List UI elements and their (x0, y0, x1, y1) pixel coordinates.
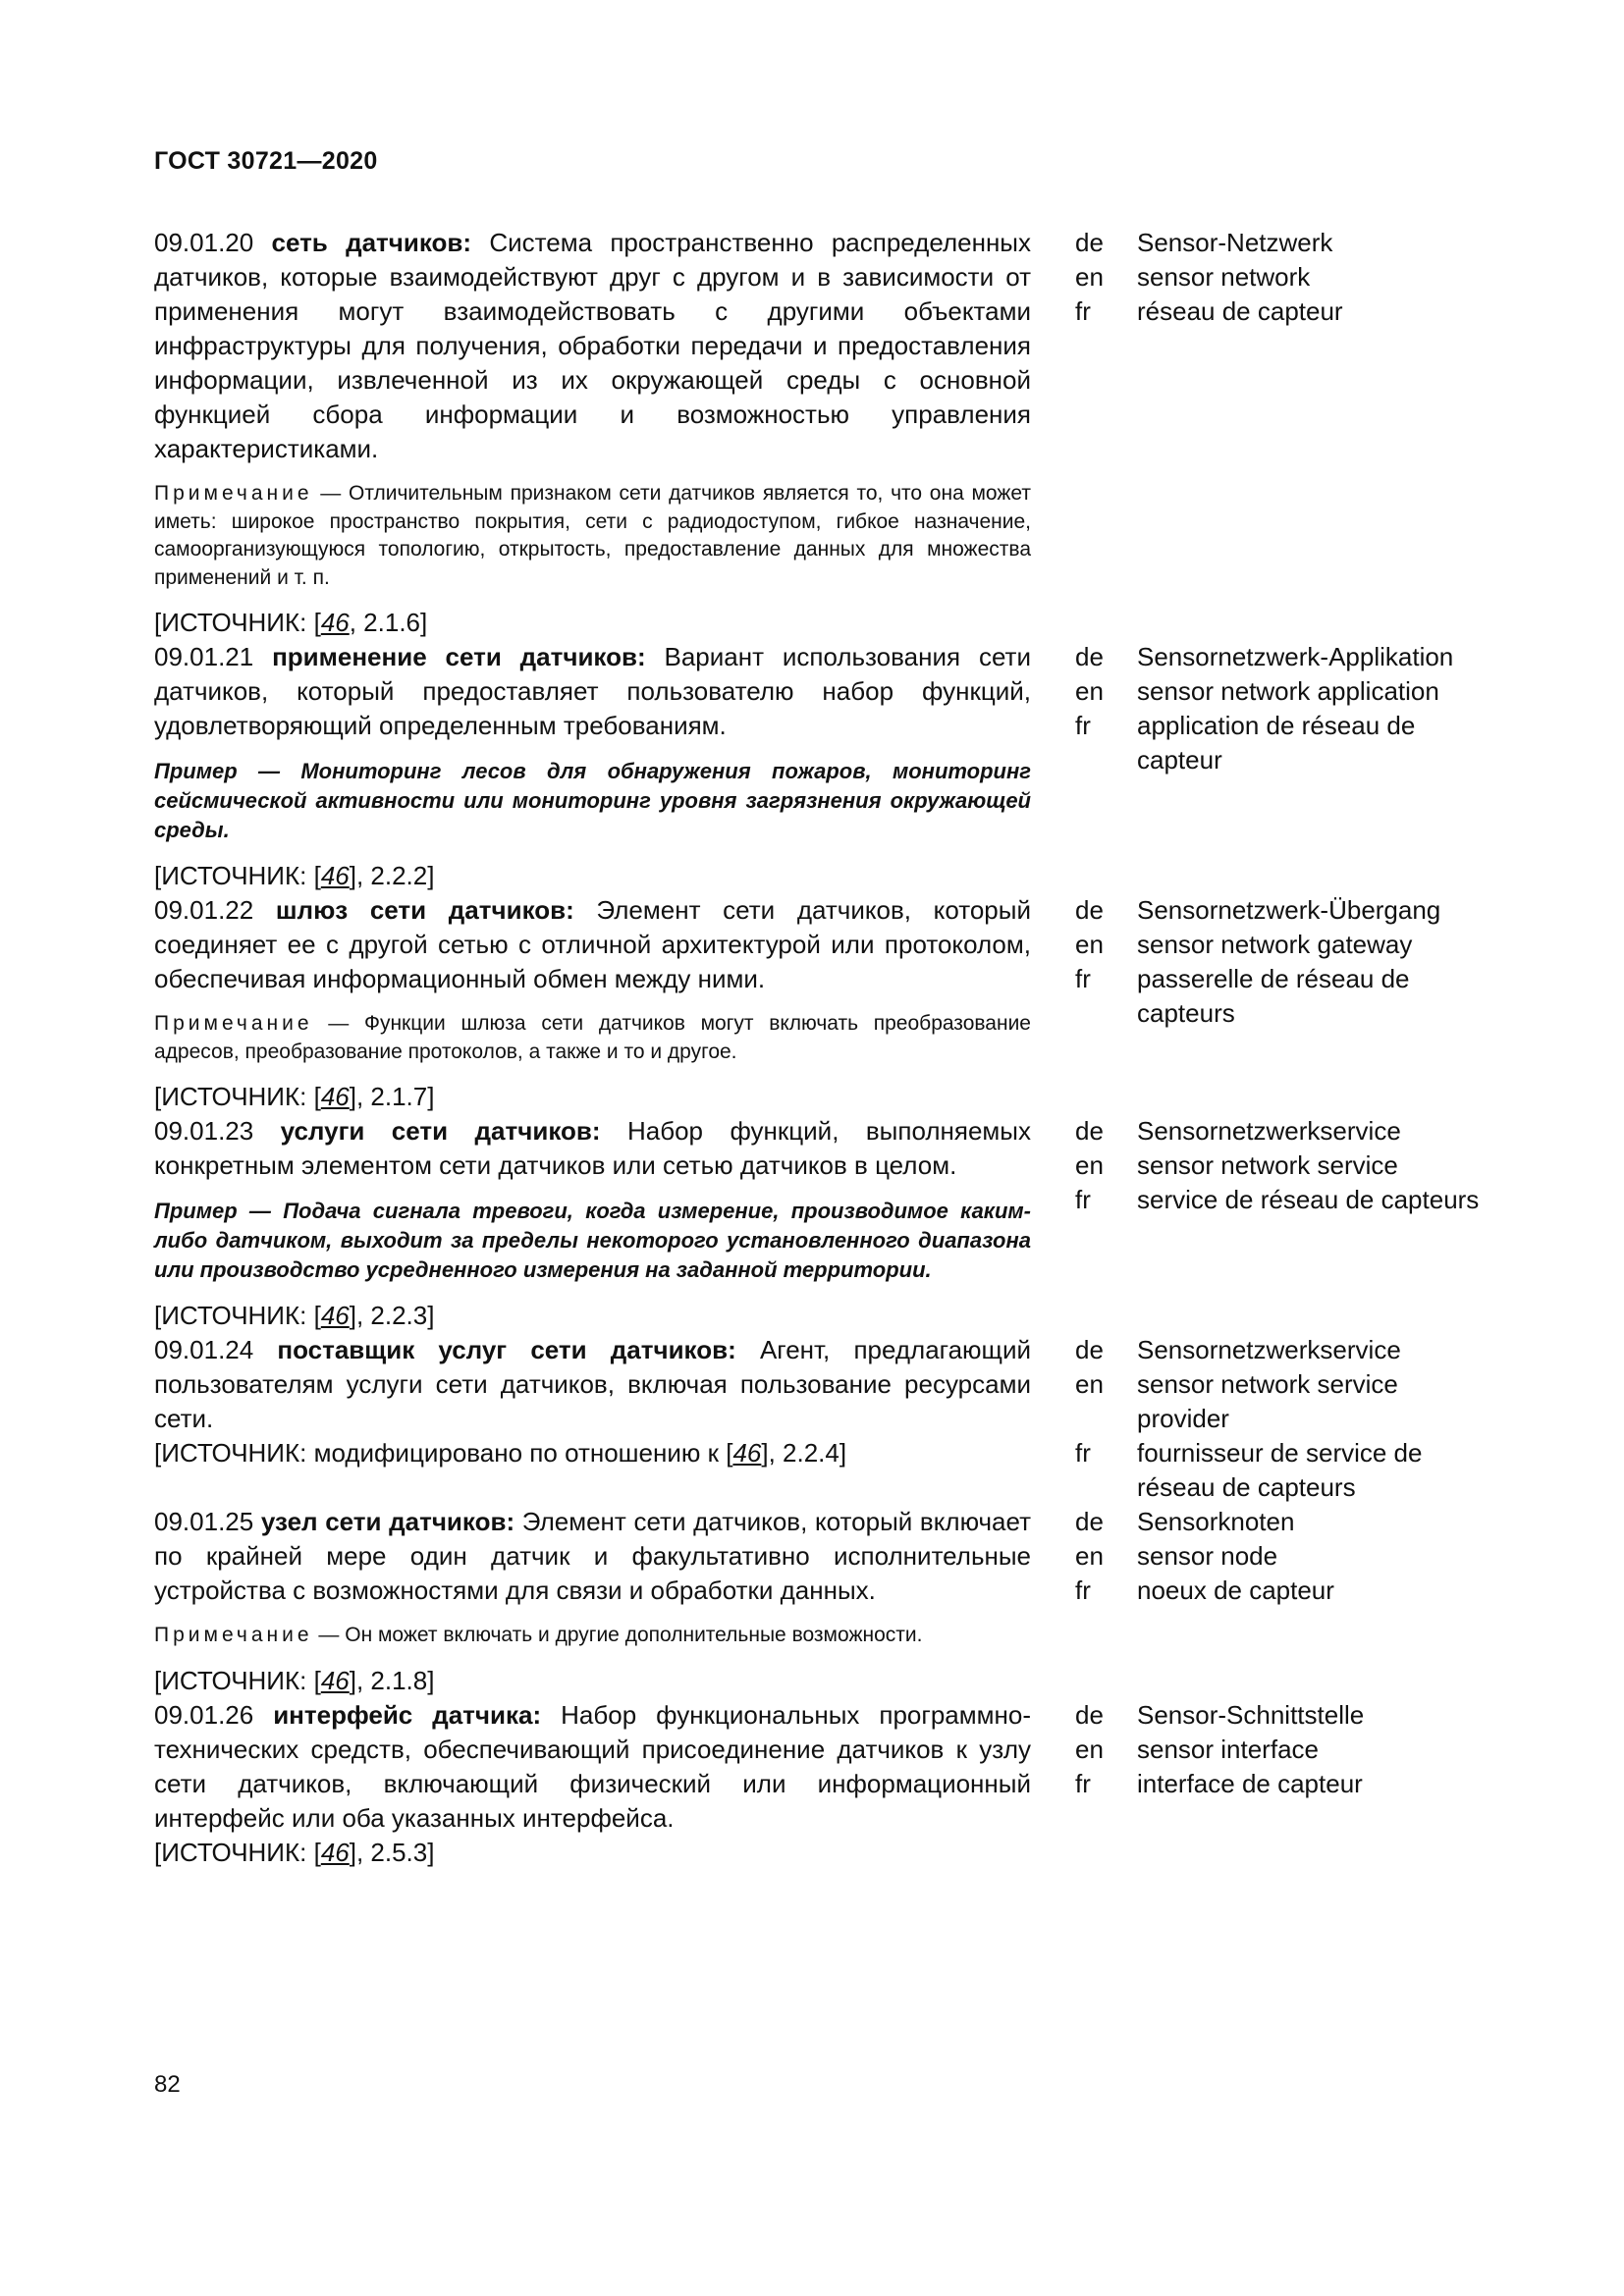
lang-code: de (1075, 642, 1104, 671)
definition-text: Набор функциональных программно-технических средств, обеспечивающий присоединение датчиков к узлу сети датчиков, включающий физический или информационный интерфейс или оба указанных интерфейса. (154, 1699, 1031, 1833)
term-definition (154, 1698, 1031, 1836)
note-label: Примечание (154, 482, 313, 505)
lang-code: de (1075, 895, 1104, 925)
term-definition (154, 1114, 1031, 1183)
term-translations (1075, 893, 1488, 1114)
term-definition-column (154, 1698, 1031, 1870)
lang-term: interface de capteur (1137, 1768, 1363, 1798)
source-reference-link[interactable]: 46 (320, 861, 350, 890)
term-translations (1075, 1333, 1488, 1505)
lang-term: Sensornetzwerk-Übergang (1137, 895, 1441, 925)
definition-text: Вариант использования сети датчиков, который предоставляет пользователю набор функций, удовлетворяющий определенным требованиям. (154, 642, 1031, 740)
translation-fr (1075, 294, 1488, 329)
term-name: поставщик услуг сети датчиков: (277, 1335, 736, 1364)
source-suffix: ], 2.5.3] (349, 1837, 435, 1867)
term-translations (1075, 640, 1488, 893)
translation-de (1075, 640, 1488, 674)
spacer (154, 1470, 1031, 1488)
lang-code: de (1075, 1507, 1104, 1536)
definition-text: Агент, предлагающий пользователям услуги сети датчиков, включая пользование ресурсами сети. (154, 1335, 1031, 1433)
lang-term: noeux de capteur (1137, 1575, 1334, 1605)
lang-term: sensor network application (1137, 676, 1439, 706)
term-definition-column (154, 1114, 1031, 1333)
source-prefix: [ИСТОЧНИК: [ (154, 1301, 321, 1330)
term-source (154, 1436, 1031, 1470)
term-definition (154, 893, 1031, 996)
term-definition (154, 1505, 1031, 1608)
lang-code: en (1075, 1734, 1104, 1764)
term-note (154, 480, 1031, 592)
source-prefix: [ИСТОЧНИК: модифицировано по отношению к [ (154, 1438, 733, 1468)
lang-code: fr (1075, 1768, 1091, 1798)
lang-code: de (1075, 1335, 1104, 1364)
lang-code: de (1075, 228, 1104, 257)
translation-fr (1075, 1767, 1488, 1801)
lang-code: fr (1075, 711, 1091, 740)
term-name: узел сети датчиков: (260, 1507, 515, 1536)
source-reference-link[interactable]: 46 (320, 1082, 350, 1111)
term-definition-column (154, 640, 1031, 893)
translation-en (1075, 928, 1488, 962)
source-prefix: [ИСТОЧНИК: [ (154, 1837, 321, 1867)
lang-term: réseau de capteur (1137, 296, 1343, 326)
source-suffix: ], 2.2.4] (761, 1438, 847, 1468)
term-name: сеть датчиков: (271, 228, 472, 257)
lang-term: sensor network service (1137, 1150, 1398, 1180)
term-name: услуги сети датчиков: (280, 1116, 601, 1146)
term-definition (154, 640, 1031, 743)
source-reference-link[interactable]: 46 (320, 1837, 350, 1867)
translation-fr (1075, 1436, 1488, 1505)
translation-en (1075, 1733, 1488, 1767)
lang-term: Sensornetzwerkservice (1137, 1116, 1401, 1146)
source-suffix: ], 2.1.7] (349, 1082, 435, 1111)
term-source (154, 1299, 1031, 1333)
note-label: Примечание (154, 1012, 313, 1035)
terms-list (154, 226, 1489, 1870)
term-definition-column (154, 226, 1031, 640)
source-reference-link[interactable]: 46 (320, 1301, 350, 1330)
lang-code: en (1075, 1541, 1104, 1571)
term-number: 09.01.22 (154, 895, 254, 925)
lang-code: de (1075, 1116, 1104, 1146)
source-prefix: [ИСТОЧНИК: [ (154, 861, 321, 890)
term-name: шлюз сети датчиков: (275, 895, 574, 925)
translation-de (1075, 1698, 1488, 1733)
term-definition-column (154, 893, 1031, 1114)
lang-term: service de réseau de capteurs (1137, 1185, 1480, 1214)
lang-code: de (1075, 1699, 1104, 1730)
term-source (154, 606, 1031, 640)
definition-text: Элемент сети датчиков, который включает по крайней мере один датчик и факультативно исполнительные устройства с возможностями для связи и обработки данных. (154, 1507, 1032, 1605)
term-translations (1075, 1698, 1488, 1870)
lang-term: application de réseau de capteur (1137, 711, 1416, 774)
page-number: 82 (154, 2071, 181, 2098)
term-example: Пример — Подача сигнала тревоги, когда измерение, производимое каким-либо датчиком, выходит за пределы некоторого установленного диапазона или производство усредненного измерения на заданной территории. (154, 1199, 1031, 1282)
translation-de (1075, 1333, 1488, 1367)
term-entry (154, 1333, 1489, 1505)
term-note (154, 1010, 1031, 1066)
source-prefix: [ИСТОЧНИК: [ (154, 1665, 321, 1695)
source-reference-link[interactable]: 46 (320, 608, 350, 637)
lang-code: en (1075, 930, 1104, 959)
source-prefix: [ИСТОЧНИК: [ (154, 608, 321, 637)
lang-code: fr (1075, 296, 1091, 326)
term-number: 09.01.26 (154, 1699, 254, 1730)
source-reference-link[interactable]: 46 (732, 1438, 762, 1468)
lang-code: en (1075, 262, 1104, 292)
term-entry (154, 1505, 1489, 1698)
translation-de (1075, 893, 1488, 928)
translation-en (1075, 1148, 1488, 1183)
lang-code: en (1075, 676, 1104, 706)
term-definition-column (154, 1333, 1031, 1505)
term-name: применение сети датчиков: (272, 642, 646, 671)
source-reference-link[interactable]: 46 (320, 1665, 350, 1695)
term-number: 09.01.23 (154, 1116, 254, 1146)
term-source (154, 1080, 1031, 1114)
lang-term: sensor network (1137, 262, 1311, 292)
lang-code: en (1075, 1150, 1104, 1180)
source-prefix: [ИСТОЧНИК: [ (154, 1082, 321, 1111)
term-entry (154, 226, 1489, 640)
term-source (154, 1836, 1031, 1870)
source-suffix: , 2.1.6] (349, 608, 428, 637)
term-entry (154, 1114, 1489, 1333)
translation-en (1075, 1367, 1488, 1436)
source-suffix: ], 2.1.8] (349, 1665, 435, 1695)
definition-text: Набор функций, выполняемых конкретным элементом сети датчиков или сетью датчиков в целом. (154, 1116, 1031, 1180)
lang-term: sensor interface (1137, 1734, 1319, 1764)
term-example: Пример — Мониторинг лесов для обнаружения пожаров, мониторинг сейсмической активности или мониторинг уровня загрязнения окружающей среды. (154, 759, 1031, 842)
translation-en (1075, 260, 1488, 294)
lang-term: Sensornetzwerk-Applikation (1137, 642, 1454, 671)
translation-en (1075, 674, 1488, 709)
translation-de (1075, 226, 1488, 260)
translation-en (1075, 1539, 1488, 1574)
translation-fr (1075, 962, 1488, 1031)
term-translations (1075, 226, 1488, 640)
term-translations (1075, 1505, 1488, 1698)
lang-term: passerelle de réseau de capteurs (1137, 964, 1410, 1028)
term-name: интерфейс датчика: (273, 1699, 542, 1730)
term-number: 09.01.20 (154, 228, 254, 257)
lang-term: Sensor-Schnittstelle (1137, 1699, 1365, 1730)
lang-term: sensor network service provider (1137, 1369, 1398, 1433)
term-definition-column (154, 1505, 1031, 1698)
lang-term: Sensor-Netzwerk (1137, 228, 1333, 257)
term-definition (154, 1333, 1031, 1436)
lang-code: en (1075, 1369, 1104, 1399)
definition-text: Система пространственно распределенных датчиков, которые взаимодействуют друг с другом и в зависимости от применения могут взаимодействовать с другими объектами инфраструктуры для получения, обработки передачи и предоставления информации, извлеченной из их окружающей среды с основной функцией сбора информации и возможностью управления характеристиками. (154, 228, 1031, 463)
term-source (154, 1664, 1031, 1698)
note-label: Примечание (154, 1624, 313, 1646)
lang-code: fr (1075, 1575, 1091, 1605)
lang-code: fr (1075, 1438, 1091, 1468)
definition-text: Элемент сети датчиков, который соединяет ее с другой сетью с отличной архитектурой или протоколом, обеспечивая информационный обмен между ними. (154, 895, 1031, 993)
source-suffix: ], 2.2.2] (349, 861, 435, 890)
note-text: — Он может включать и другие дополнительные возможности. (312, 1624, 923, 1646)
lang-term: fournisseur de service de réseau de capteurs (1137, 1438, 1423, 1502)
translation-fr (1075, 1183, 1488, 1217)
term-note (154, 1622, 1031, 1650)
term-number: 09.01.24 (154, 1335, 254, 1364)
translation-de (1075, 1505, 1488, 1539)
lang-term: sensor node (1137, 1541, 1278, 1571)
term-definition (154, 226, 1031, 466)
term-entry (154, 893, 1489, 1114)
term-entry (154, 1698, 1489, 1870)
source-suffix: ], 2.2.3] (349, 1301, 435, 1330)
translation-de (1075, 1114, 1488, 1148)
term-translations (1075, 1114, 1488, 1333)
term-source (154, 859, 1031, 893)
translation-fr (1075, 1574, 1488, 1608)
lang-term: sensor network gateway (1137, 930, 1413, 959)
lang-code: fr (1075, 964, 1091, 993)
translation-fr (1075, 709, 1488, 777)
note-text: — Функции шлюза сети датчиков могут включать преобразование адресов, преобразование протоколов, а также и то и другое. (154, 1012, 1031, 1063)
lang-code: fr (1075, 1185, 1091, 1214)
lang-term: Sensorknoten (1137, 1507, 1295, 1536)
term-entry (154, 640, 1489, 893)
note-text: — Отличительным признаком сети датчиков является то, что она может иметь: широкое пространство покрытия, сети с радиодоступом, гибкое назначение, самоорганизующуюся топологию, открытость, предоставление данных для множества применений и т. п. (154, 482, 1031, 589)
lang-term: Sensornetzwerkservice (1137, 1335, 1401, 1364)
page-header: ГОСТ 30721—2020 (154, 147, 378, 175)
term-number: 09.01.21 (154, 642, 254, 671)
term-number: 09.01.25 (154, 1507, 254, 1536)
